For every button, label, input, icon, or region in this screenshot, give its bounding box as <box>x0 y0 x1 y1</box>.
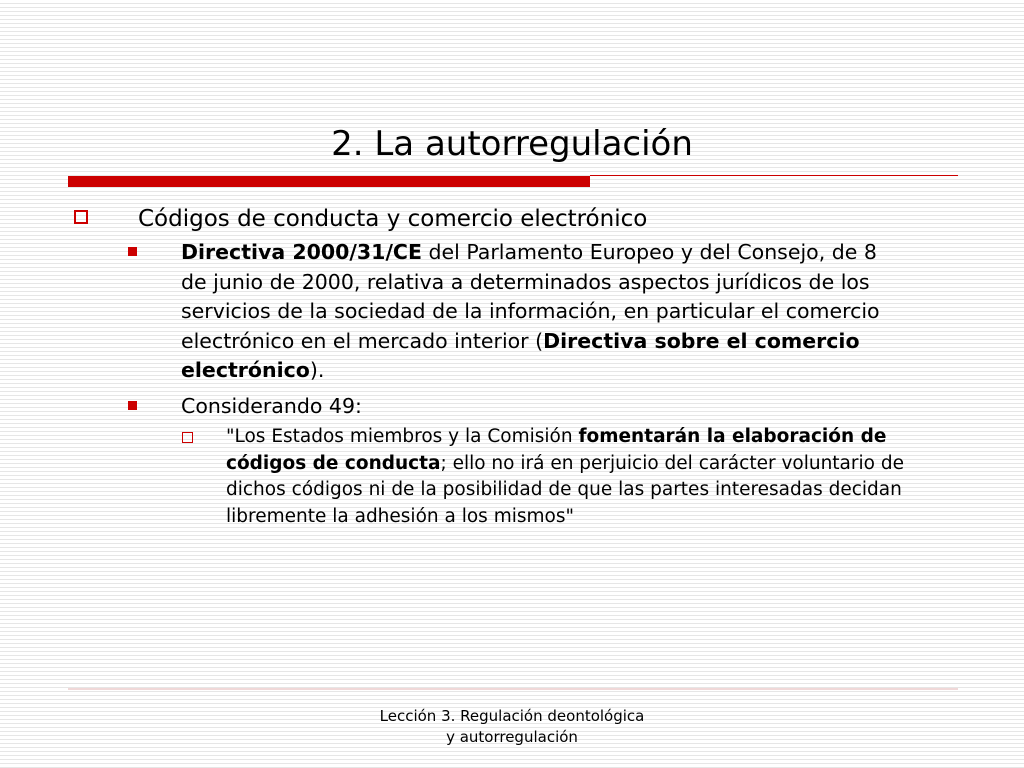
footer <box>312 706 712 748</box>
title-underline-thin <box>590 175 958 176</box>
directive-short-name: Directiva sobre el comercio electrónico <box>181 328 860 382</box>
slide-title: 2. La autorregulación <box>331 124 693 164</box>
bullet-directiva <box>70 238 881 386</box>
hollow-square-bullet-icon <box>182 432 193 443</box>
hollow-square-bullet-icon <box>74 210 88 224</box>
slide-body <box>70 202 960 530</box>
bullet-level1 <box>70 202 960 236</box>
quote-end: ; ello no irá en perjuicio del carácter voluntario de dichos códigos ni de la posibilidad de que las partes interesadas decidan libremente la adhesión a los mismos" <box>226 452 904 527</box>
section-heading: Códigos de conducta y comercio electrónico <box>138 206 648 232</box>
title-underline-bar <box>68 176 590 187</box>
quote-emphasis: fomentarán la elaboración de códigos de conducta <box>226 426 887 474</box>
footer-divider <box>68 688 958 690</box>
footer-line-2: y autorregulación <box>446 728 578 746</box>
bullet-considerando <box>70 392 881 422</box>
directive-closing: ). <box>309 358 325 382</box>
filled-square-bullet-icon <box>128 247 137 256</box>
filled-square-bullet-icon <box>128 401 137 410</box>
bullet-quote <box>70 424 956 530</box>
footer-line-1: Lección 3. Regulación deontológica <box>379 707 645 725</box>
considerando-label: Considerando 49: <box>181 393 362 418</box>
directive-description: del Parlamento Europeo y del Consejo, de 8 de junio de 2000, relativa a determinados aspectos jurídicos de los servicios de la sociedad de la información, en particular el comercio electrónico en el mercado interior ( <box>181 240 880 353</box>
quote-start: "Los Estados miembros y la Comisión <box>226 426 579 447</box>
directive-name: Directiva 2000/31/CE <box>181 240 422 264</box>
